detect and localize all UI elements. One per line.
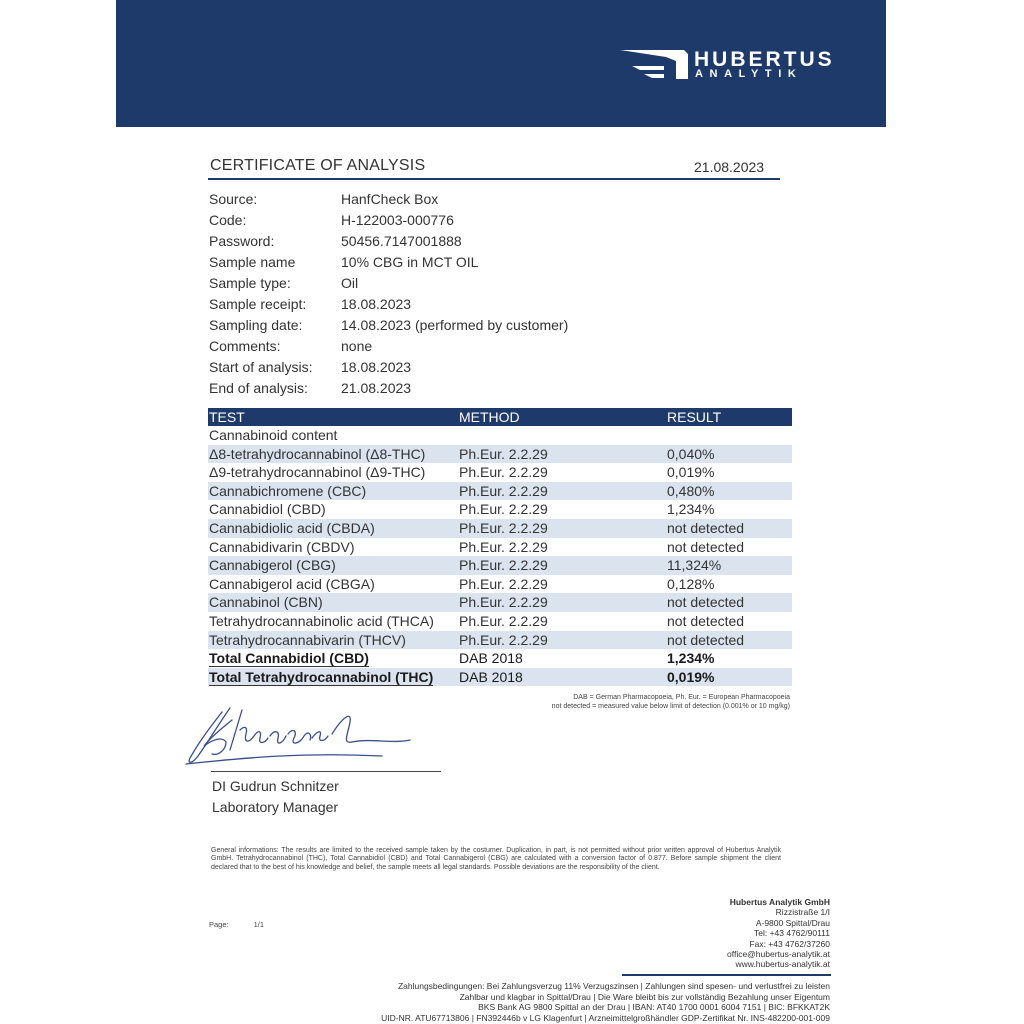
general-information: General informations: The results are limited to the received sample taken by the costumer. Duplication, in part, is not permitted without prior written approval of Hubertus Analytik GmbH. Tetrahydrocannabinol (THC), Total Cannabidiol (CBD) and Total Cannabigerol (CBG) are calculated with a conversion factor of 0.877. Before sample shipment the client declared that to the best of his knowledge and belief, the sample meets all legal standards. Possible deviations are the responsibility of the client. — [211, 847, 781, 871]
info-row: Code: H-122003-000776 — [209, 212, 454, 228]
table-notes: DAB = German Pharmacopoeia, Ph. Eur. = European Pharmacopoeia not detected = measured value below limit of detection (0.001% or 10 mg/kg) — [551, 694, 790, 710]
table-row: Cannabigerol acid (CBGA) Ph.Eur. 2.2.29 0,128% — [209, 575, 715, 592]
document-title: CERTIFICATE OF ANALYSIS — [210, 157, 426, 174]
signature-image — [182, 700, 412, 775]
table-row: Cannabinol (CBN) Ph.Eur. 2.2.29 not detected — [208, 593, 792, 612]
header-result: RESULT — [667, 409, 722, 425]
footer-divider — [622, 974, 831, 976]
info-row: Sample type: Oil — [209, 275, 359, 291]
company-email: office@hubertus-analytik.at — [727, 949, 830, 960]
info-row: Comments: none — [209, 338, 373, 354]
logo-subtitle: ANALYTIK — [695, 68, 803, 80]
table-row: Tetrahydrocannabivarin (THCV) Ph.Eur. 2.2.29 not detected — [208, 631, 792, 650]
table-row: Cannabidiol (CBD) Ph.Eur. 2.2.29 1,234% — [209, 501, 715, 518]
company-address: Hubertus Analytik GmbH Rizzistraße 1/I A-9800 Spittal/Drau Tel: +43 4762/90111 Fax: +43 4762/37260 office@hubertus-analytik.at www.hubertus-analytik.at — [727, 897, 830, 970]
table-row: Tetrahydrocannabinolic acid (THCA) Ph.Eur. 2.2.29 not detected — [209, 612, 745, 629]
table-row: Cannabigerol (CBG) Ph.Eur. 2.2.29 11,324% — [208, 556, 792, 575]
table-section: Cannabinoid content — [209, 427, 338, 443]
info-row: Sample name 10% CBG in MCT OIL — [209, 254, 479, 270]
header-method: METHOD — [459, 409, 520, 425]
title-divider — [208, 178, 780, 180]
document-date: 21.08.2023 — [694, 159, 765, 175]
wing-logo-icon — [618, 49, 690, 81]
signer-role: Laboratory Manager — [212, 799, 339, 815]
table-row: Δ8-tetrahydrocannabinol (Δ8-THC) Ph.Eur. 2.2.29 0,040% — [208, 445, 792, 464]
table-row: Δ9-tetrahydrocannabinol (Δ9-THC) Ph.Eur. 2.2.29 0,019% — [209, 464, 715, 481]
sample-info — [209, 189, 568, 399]
signature-line — [211, 771, 441, 772]
signer-name: DI Gudrun Schnitzer — [212, 778, 339, 794]
header-test: TEST — [209, 409, 245, 425]
table-row: Cannabidivarin (CBDV) Ph.Eur. 2.2.29 not detected — [209, 538, 745, 555]
company-logo — [618, 48, 838, 82]
total-row: Total Cannabidiol (CBD) DAB 2018 1,234% — [209, 650, 715, 667]
info-row: Password: 50456.7147001888 — [209, 233, 462, 249]
footer-legal: Zahlungsbedingungen: Bei Zahlungsverzug 11% Verzugszinsen | Zahlungen sind spesen- und verlustfrei zu leisten Zahlbar und klagbar in Spittal/Drau | Die Ware bleibt bis zur vollständig Bezahlung unser Eigentum BKS Bank AG 9800 Spittal an der Drau | IBAN: AT40 1700 0001 6004 7151 | BIC: BFKKAT2K UID-NR. ATU67713806 | FN392446b v LG Klagenfurt | Arzneimittelgroßhändler GDP-Zertifikat Nr. INS-482200-001-009 — [381, 981, 830, 1023]
results-table — [208, 408, 792, 686]
info-row: Source: HanfCheck Box — [209, 191, 439, 207]
info-row: Start of analysis: 18.08.2023 — [209, 359, 412, 375]
total-row: Total Tetrahydrocannabinol (THC) DAB 2018 0,019% — [208, 668, 792, 687]
info-row: Sampling date: 14.08.2023 (performed by customer) — [209, 317, 569, 333]
page-indicator: Page: 1/1 — [209, 920, 265, 929]
company-name: Hubertus Analytik GmbH — [729, 897, 830, 907]
info-row: Sample receipt: 18.08.2023 — [209, 296, 412, 312]
info-row: End of analysis: 21.08.2023 — [209, 380, 412, 396]
table-row: Cannabichromene (CBC) Ph.Eur. 2.2.29 0,480% — [208, 482, 792, 501]
logo-wordmark: HUBERTUS — [694, 48, 835, 71]
signer-block — [212, 776, 339, 818]
table-header — [208, 408, 792, 426]
company-website: www.hubertus-analytik.at — [735, 959, 830, 970]
table-row: Cannabidiolic acid (CBDA) Ph.Eur. 2.2.29 not detected — [208, 519, 792, 538]
